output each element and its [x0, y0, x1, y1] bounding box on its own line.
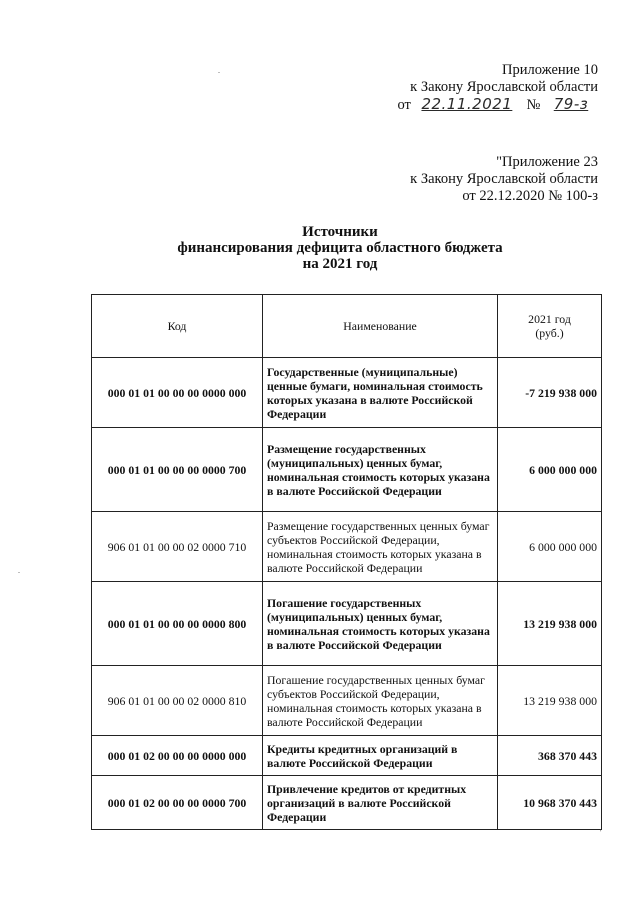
row-code: 000 01 01 00 00 00 0000 700	[92, 428, 263, 512]
row-name: Кредиты кредитных организаций в валюте Российской Федерации	[263, 736, 498, 776]
scan-speck: '	[600, 828, 602, 837]
table-row	[92, 666, 602, 736]
table-row	[92, 428, 602, 512]
number-prefix: №	[526, 97, 541, 113]
scan-speck: .	[218, 66, 220, 75]
previous-appendix-header	[410, 154, 598, 205]
header-value-unit: (руб.)	[535, 326, 564, 340]
previous-appendix-date: от 22.12.2020 № 100-з	[462, 188, 598, 204]
previous-appendix-law: к Закону Ярославской области	[410, 171, 598, 187]
title-line-2: финансирования дефицита областного бюджета	[177, 240, 503, 256]
appendix-date-line	[398, 96, 599, 114]
row-value: 368 370 443	[498, 736, 602, 776]
title-line-3: на 2021 год	[302, 256, 378, 272]
row-value: 13 219 938 000	[498, 666, 602, 736]
previous-appendix-title: "Приложение 23	[496, 154, 598, 170]
row-name: Погашение государственных ценных бумаг субъектов Российской Федерации, номинальная стоимость которых указана в валюте Российской Федерации	[263, 666, 498, 736]
handwritten-date: 22.11.2021	[421, 95, 513, 113]
appendix-law: к Закону Ярославской области	[410, 79, 598, 95]
header-value	[498, 295, 602, 358]
row-code: 000 01 01 00 00 00 0000 000	[92, 358, 263, 428]
row-name: Погашение государственных (муниципальных) ценных бумаг, номинальная стоимость которых указана в валюте Российской Федерации	[263, 582, 498, 666]
document-title	[0, 224, 640, 272]
row-code: 000 01 01 00 00 00 0000 800	[92, 582, 263, 666]
row-value: 6 000 000 000	[498, 428, 602, 512]
header-value-year: 2021 год	[528, 312, 571, 326]
row-code: 000 01 02 00 00 00 0000 000	[92, 736, 263, 776]
table-row	[92, 776, 602, 830]
table-header-row	[92, 295, 602, 358]
row-code: 906 01 01 00 00 02 0000 710	[92, 512, 263, 582]
date-prefix: от	[397, 97, 411, 113]
row-code: 906 01 01 00 00 02 0000 810	[92, 666, 263, 736]
row-value: -7 219 938 000	[498, 358, 602, 428]
appendix-header	[398, 62, 599, 114]
row-name: Привлечение кредитов от кредитных организаций в валюте Российской Федерации	[263, 776, 498, 830]
row-value: 10 968 370 443	[498, 776, 602, 830]
table-row	[92, 582, 602, 666]
scan-speck: .	[18, 566, 20, 575]
handwritten-number: 79-з	[553, 95, 589, 113]
row-name: Размещение государственных ценных бумаг субъектов Российской Федерации, номинальная стоимость которых указана в валюте Российской Федерации	[263, 512, 498, 582]
header-code: Код	[92, 295, 263, 358]
title-line-1: Источники	[302, 224, 378, 240]
row-value: 13 219 938 000	[498, 582, 602, 666]
table-row	[92, 736, 602, 776]
table-row	[92, 358, 602, 428]
header-name: Наименование	[263, 295, 498, 358]
appendix-title: Приложение 10	[502, 62, 598, 78]
row-name: Государственные (муниципальные) ценные бумаги, номинальная стоимость которых указана в валюте Российской Федерации	[263, 358, 498, 428]
row-code: 000 01 02 00 00 00 0000 700	[92, 776, 263, 830]
table-row	[92, 512, 602, 582]
row-value: 6 000 000 000	[498, 512, 602, 582]
row-name: Размещение государственных (муниципальных) ценных бумаг, номинальная стоимость которых указана в валюте Российской Федерации	[263, 428, 498, 512]
financing-sources-table	[91, 294, 602, 830]
